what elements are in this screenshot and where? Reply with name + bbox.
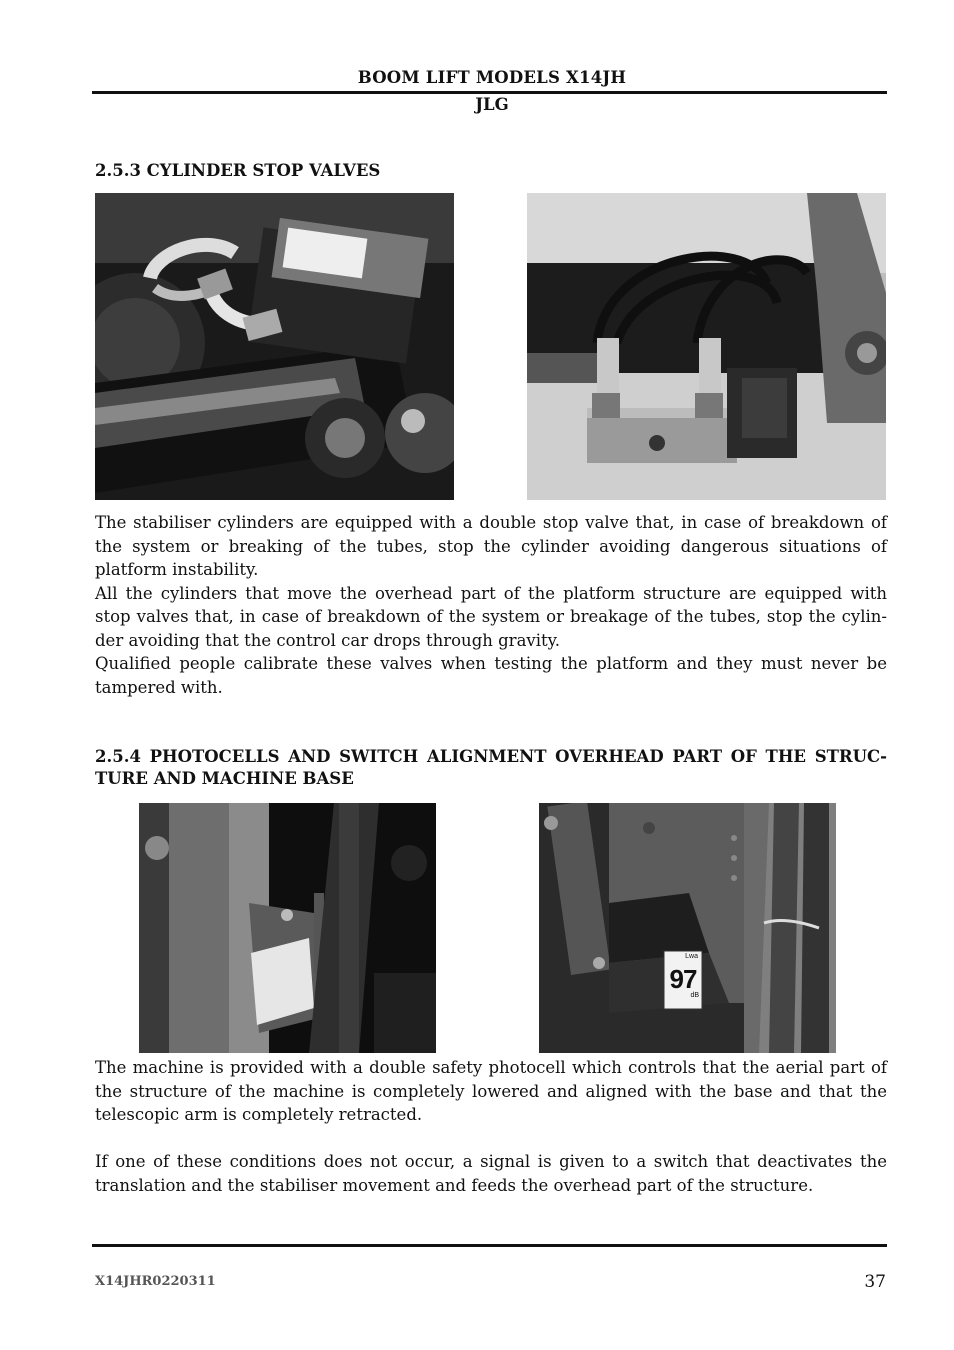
photo-photocell-reflector: [139, 803, 436, 1053]
section-heading-photocells: 2.5.4 PHOTOCELLS AND SWITCH ALIGNMENT OVERHEAD PART OF THE STRUC-TURE AND MACHINE BASE: [95, 747, 887, 788]
photo-stop-valve-block: [95, 193, 454, 500]
paragraph: If one of these conditions does not occur, a signal is given to a switch that deactivates the translation and the stabiliser movement and feeds the overhead part of the structure.: [95, 1152, 887, 1195]
sticker-value: 97: [669, 964, 697, 994]
photo-stabiliser-valve: [527, 193, 886, 500]
header-rule: [92, 91, 887, 94]
footer-rule: [92, 1244, 887, 1247]
section-253-body: [95, 511, 887, 699]
running-header-title: BOOM LIFT MODELS X14JH: [357, 68, 627, 87]
noise-level-sticker: [666, 953, 700, 999]
section-254-body: [95, 1056, 887, 1197]
paragraph: All the cylinders that move the overhead part of the platform structure are equipped with stop valves that, in case of breakdown of the system or breakage of the tubes, stop the cylin-der avoiding that the control car drops through gravity.: [95, 583, 887, 650]
running-header-brand: JLG: [475, 95, 509, 114]
paragraph: Qualified people calibrate these valves when testing the platform and they must never be tampered with.: [95, 654, 887, 697]
paragraph: The stabiliser cylinders are equipped with a double stop valve that, in case of breakdown of the system or breaking of the tubes, stop the cylinder avoiding dangerous situations of platform instability.: [95, 513, 887, 579]
section-heading-cylinder-stop-valves: 2.5.3 CYLINDER STOP VALVES: [95, 161, 381, 180]
photo-switch-and-noise-sticker: [539, 803, 836, 1053]
paragraph: The machine is provided with a double safety photocell which controls that the aerial part of the structure of the machine is completely lowered and aligned with the base and that the telescopic arm is completely retracted.: [95, 1058, 887, 1124]
page-number: 37: [864, 1272, 886, 1292]
sticker-db-label: dB: [690, 992, 699, 999]
document-code: X14JHR0220311: [95, 1274, 216, 1289]
sticker-unit-label: Lwa: [685, 953, 698, 960]
